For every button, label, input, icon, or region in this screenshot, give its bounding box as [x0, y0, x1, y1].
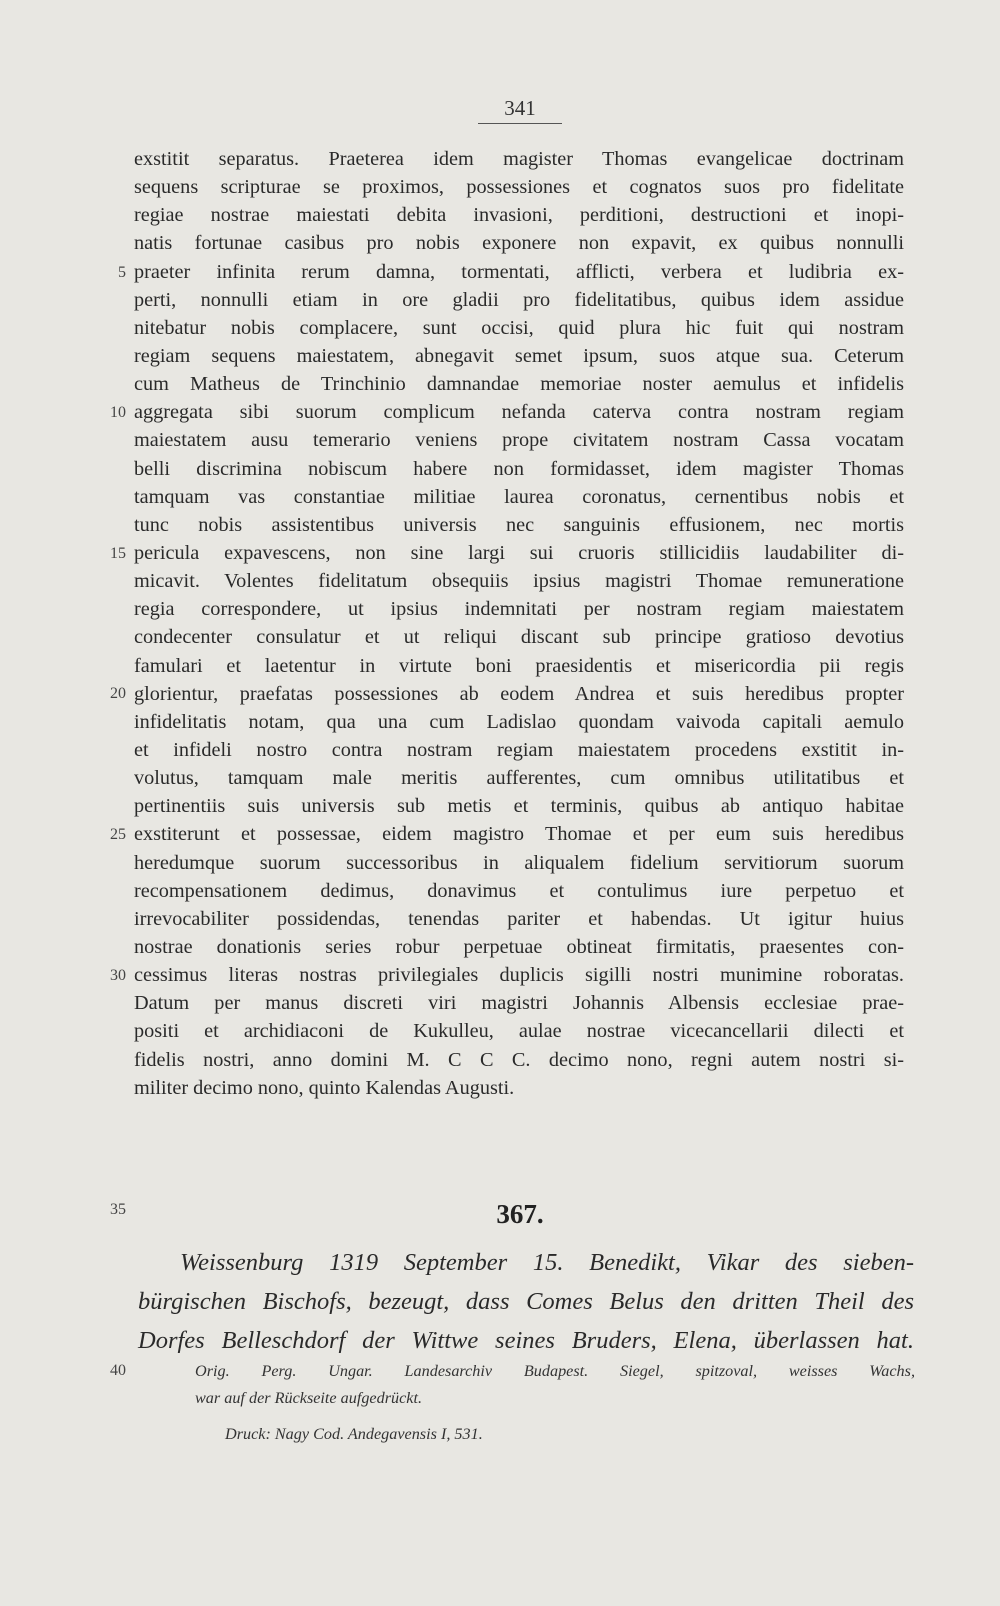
text-line: belli discrimina nobiscum habere non formidasset, idem magister Thomas	[134, 457, 904, 480]
document-number: 367.	[496, 1199, 544, 1229]
regest-line: Dorfes Belleschdorf der Wittwe seines Bruders, Elena, überlassen hat.	[138, 1327, 914, 1354]
text-line: maiestatem ausu temerario veniens prope civitatem nostram Cassa vocatam	[134, 429, 904, 452]
page-number: 341	[504, 96, 536, 120]
line-number-40: 40	[110, 1362, 126, 1379]
text-line: natis fortunae casibus pro nobis exponere non expavit, ex quibus nonnulli	[134, 232, 904, 255]
text-line: praeter infinita rerum damna, tormentati, afflicti, verbera et ludibria ex-	[134, 260, 904, 283]
text-line: fidelis nostri, anno domini M. C C C. decimo nono, regni autem nostri si-	[134, 1048, 904, 1071]
text-line: et infideli nostro contra nostram regiam maiestatem procedens exstitit in-	[134, 738, 904, 761]
page-number-rule	[478, 123, 562, 124]
text-line: pertinentiis suis universis sub metis et terminis, quibus ab antiquo habitae	[134, 795, 904, 818]
text-line: positi et archidiaconi de Kukulleu, aulae nostrae vicecancellarii dilecti et	[134, 1020, 904, 1043]
text-line: micavit. Volentes fidelitatum obsequiis ipsius magistri Thomae remuneratione	[134, 570, 904, 593]
line-number-10: 10	[110, 404, 126, 421]
text-line: infidelitatis notam, qua una cum Ladislao quondam vaivoda capitali aemulo	[134, 710, 904, 733]
text-line: militer decimo nono, quinto Kalendas Augusti.	[134, 1076, 515, 1099]
text-line: Datum per manus discreti viri magistri Johannis Albensis ecclesiae prae-	[134, 992, 904, 1015]
text-line: aggregata sibi suorum complicum nefanda caterva contra nostram regiam	[134, 401, 904, 424]
text-line: nostrae donationis series robur perpetuae obtineat firmitatis, praesentes con-	[134, 935, 904, 958]
source-note-original: Orig. Perg. Ungar. Landesarchiv Budapest. Siegel, spitzoval, weisses Wachs,	[195, 1362, 915, 1380]
text-line: recompensationem dedimus, donavimus et contulimus iure perpetuo et	[134, 879, 904, 902]
source-notes	[195, 1358, 915, 1448]
body-text	[134, 145, 904, 1102]
text-line: cum Matheus de Trinchinio damnandae memoriae noster aemulus et infidelis	[134, 373, 904, 396]
text-line: exstitit separatus. Praeterea idem magister Thomas evangelicae doctrinam	[134, 148, 904, 170]
text-line: glorientur, praefatas possessiones ab eodem Andrea et suis heredibus propter	[134, 682, 904, 705]
text-line: sequens scripturae se proximos, possessiones et cognatos suos pro fidelitate	[134, 176, 904, 199]
regest-line: bürgischen Bischofs, bezeugt, dass Comes Belus den dritten Theil des	[138, 1288, 914, 1315]
line-number-25: 25	[110, 826, 126, 843]
line-number-30: 30	[110, 967, 126, 984]
line-number-5: 5	[118, 264, 126, 281]
line-number-15: 15	[110, 545, 126, 562]
text-line: tamquam vas constantiae militiae laurea coronatus, cernentibus nobis et	[134, 485, 904, 508]
text-line: pericula expavescens, non sine largi sui cruoris stillicidiis laudabiliter di-	[134, 541, 904, 564]
text-line: regia correspondere, ut ipsius indemnitati per nostram regiam maiestatem	[134, 598, 904, 621]
text-line: irrevocabiliter possidendas, tenendas pariter et habendas. Ut igitur huius	[134, 907, 904, 930]
text-line: regiam sequens maiestatem, abnegavit semet ipsum, suos atque sua. Ceterum	[134, 344, 904, 367]
text-line: regiae nostrae maiestati debita invasioni, perditioni, destructioni et inopi-	[134, 204, 904, 227]
text-line: exstiterunt et possessae, eidem magistro Thomae et per eum suis heredibus	[134, 823, 904, 846]
text-line: nitebatur nobis complacere, sunt occisi, quid plura hic fuit qui nostram	[134, 316, 904, 339]
text-line: cessimus literas nostras privilegiales duplicis sigilli nostri munimine roboratas.	[134, 964, 904, 987]
text-line: heredumque suorum successoribus in aliqualem fidelium servitiorum suorum	[134, 851, 904, 874]
text-line: condecenter consulatur et ut reliqui discant sub principe gratioso devotius	[134, 626, 904, 649]
regest-line: Weissenburg 1319 September 15. Benedikt, Vikar des sieben-	[180, 1249, 914, 1276]
text-line: perti, nonnulli etiam in ore gladii pro fidelitatibus, quibus idem assidue	[134, 288, 904, 311]
text-line: famulari et laetentur in virtute boni praesidentis et misericordia pii regis	[134, 654, 904, 677]
line-number-20: 20	[110, 685, 126, 702]
source-note-print: Druck: Nagy Cod. Andegavensis I, 531.	[225, 1425, 483, 1443]
regest	[138, 1243, 914, 1360]
text-line: volutus, tamquam male meritis aufferentes, cum omnibus utilitatibus et	[134, 767, 904, 790]
text-line: tunc nobis assistentibus universis nec sanguinis effusionem, nec mortis	[134, 513, 904, 536]
line-number-35: 35	[110, 1201, 126, 1218]
source-note-original-cont: war auf der Rückseite aufgedrückt.	[195, 1389, 423, 1407]
